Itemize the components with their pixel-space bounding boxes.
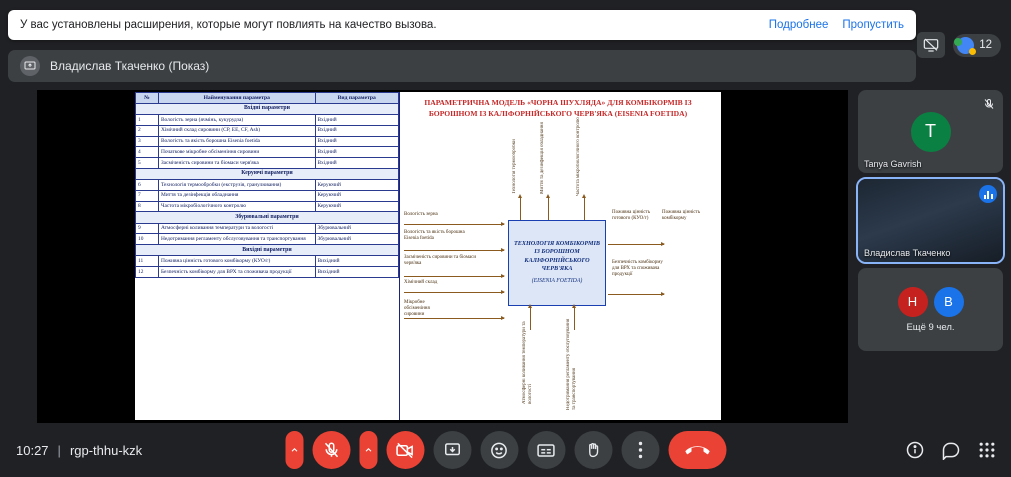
diagram-title: ПАРАМЕТРИЧНА МОДЕЛЬ «ЧОРНА ШУХЛЯДА» ДЛЯ КОМБІКОРМІВ ІЗ БОРОШНОМ ІЗ КАЛІФОРНІЙСЬКОГО ЧЕРВ'ЯКА (EISENIA FOETIDA) <box>424 98 692 118</box>
control-label: Миття та дезінфекція обладнання <box>540 122 545 194</box>
disturbance-arrow <box>530 308 531 330</box>
participants-count: 12 <box>979 39 992 51</box>
speaking-indicator-icon <box>979 185 997 203</box>
reactions-button[interactable] <box>480 431 518 469</box>
input-arrow <box>404 224 504 225</box>
table-row: 11 Поживна цінність готового комбікорму (КУО/г) Вихідний <box>136 256 399 267</box>
control-arrow <box>584 198 585 220</box>
meeting-info <box>16 443 142 458</box>
control-label: Технологія термообробки <box>512 139 517 194</box>
call-controls <box>285 431 726 469</box>
meeting-code[interactable]: rgp-thhu-kzk <box>69 442 143 458</box>
right-panel-controls <box>905 440 997 460</box>
banner-message: У вас установлены расширения, которые могут повлиять на качество вызова. <box>20 19 437 31</box>
camera-options-caret[interactable] <box>359 431 377 469</box>
table-row: 12 Безпечність комбікорму для ВРХ та споживача продукції Вихідний <box>136 267 399 278</box>
present-screen-icon <box>20 56 40 76</box>
diagram-center-box <box>508 220 606 306</box>
table-header-cell: Вид параметра <box>315 93 399 104</box>
table-row: 8 Частота мікробіологічного контролю Керуючий <box>136 201 399 212</box>
banner-details-link[interactable]: Подробнее <box>768 19 829 31</box>
input-arrow <box>404 250 504 251</box>
input-arrow <box>404 292 504 293</box>
table-section-row: Вихідні параметри <box>136 245 399 256</box>
input-label: Вологість зерна <box>404 212 438 217</box>
table-row: 10 Недотримання регламенту обслуговування та транспортування Збурювальний <box>136 234 399 245</box>
input-arrow <box>404 276 504 277</box>
table-row: 1 Вологість зерна (ячмінь, кукурудза) Вхідний <box>136 115 399 126</box>
table-row: 6 Технологія термообробки (екструзія, гранулювання) Керуючий <box>136 180 399 191</box>
top-right-controls <box>917 32 1001 58</box>
activities-button[interactable] <box>977 440 997 460</box>
disturbance-arrow <box>574 308 575 330</box>
table-row: 5 Засміченість сировини та біомаси черв'яка Вхідний <box>136 158 399 169</box>
output-label: Поживна цінність комбікорму <box>662 210 701 221</box>
table-row: 9 Атмосферні коливання температури та вологості Збурювальний <box>136 223 399 234</box>
output-arrow <box>608 244 664 245</box>
more-options-button[interactable] <box>621 431 659 469</box>
present-button[interactable] <box>433 431 471 469</box>
presentation-stage[interactable] <box>37 90 848 423</box>
parameters-table-panel <box>135 92 400 420</box>
participants-column <box>858 90 1003 351</box>
input-label: Засміченість сировини та біомаси черв'яка <box>404 255 477 266</box>
output-label: Безпечність комбікорму для ВРХ та споживача продукції <box>612 260 663 277</box>
screen-share-off-icon[interactable] <box>917 32 945 58</box>
avatar: В <box>934 287 964 317</box>
mic-options-caret[interactable] <box>285 431 303 469</box>
participant-tile[interactable] <box>858 179 1003 262</box>
table-row: 7 Миття та дезінфекція обладнання Керуючий <box>136 190 399 201</box>
raise-hand-button[interactable] <box>574 431 612 469</box>
control-arrow <box>548 198 549 220</box>
table-row: 2 Хімічний склад сировини (СР, ЕЕ, CF, Ash) Вхідний <box>136 125 399 136</box>
avatar: Н <box>898 287 928 317</box>
table-header-cell: № <box>136 93 159 104</box>
control-label: Частота мікробіологічного контролю <box>576 117 581 196</box>
leave-call-button[interactable] <box>668 431 726 469</box>
input-label: Вологість та якість борошна Eisenia foetida <box>404 230 465 241</box>
presenter-label: Владислав Ткаченко (Показ) <box>50 59 210 73</box>
avatar-initial: T <box>925 121 936 141</box>
presenter-bar <box>8 50 916 82</box>
disturbance-label: Атмосферні коливання температури та вологості <box>522 321 533 404</box>
center-box-line2: (EISENIA FOETIDA) <box>531 278 583 285</box>
output-arrow <box>608 294 664 295</box>
more-participants-label: Ещё 9 чел. <box>906 321 955 333</box>
banner-skip-link[interactable]: Пропустить <box>842 19 904 31</box>
input-label: Мікробне обсіменіння сировини <box>404 300 430 317</box>
disturbance-label: Недотримання регламенту обслуговування та транспортування <box>566 318 577 410</box>
participant-name: Владислав Ткаченко <box>864 248 951 258</box>
table-section-row: Вхідні параметри <box>136 103 399 114</box>
output-label: Поживна цінність готового (КУО/г) <box>612 210 651 221</box>
bottom-control-bar <box>0 423 1011 477</box>
table-body <box>136 103 399 277</box>
meeting-details-button[interactable] <box>905 440 925 460</box>
black-box-diagram <box>400 92 721 420</box>
people-icon <box>957 37 974 54</box>
chat-button[interactable] <box>941 440 961 460</box>
parameters-table <box>135 92 399 278</box>
avatar <box>911 112 951 152</box>
table-row: 4 Початкове мікробне обсіменіння сировини Вхідний <box>136 147 399 158</box>
table-header-row <box>136 93 399 104</box>
input-label: Хімічний склад <box>404 280 438 285</box>
mic-off-icon <box>981 96 997 112</box>
participants-pill[interactable] <box>953 34 1001 57</box>
table-header-cell: Найменування параметра <box>158 93 315 104</box>
more-participants-tile[interactable] <box>858 268 1003 351</box>
center-box-line1: ТЕХНОЛОГІЯ КОМБІКОРМІВ ІЗ БОРОШНОМ КАЛІФОРНІЙСЬКОГО ЧЕРВ'ЯКА <box>513 239 601 272</box>
participant-tile[interactable] <box>858 90 1003 173</box>
clock-time: 10:27 <box>16 442 49 458</box>
participant-name: Tanya Gavrish <box>864 159 922 169</box>
captions-button[interactable] <box>527 431 565 469</box>
mic-button[interactable] <box>312 431 350 469</box>
shared-slide <box>135 92 721 420</box>
more-avatars <box>898 287 964 317</box>
table-row: 3 Вологість та якість борошна Eisenia foetida Вхідний <box>136 136 399 147</box>
input-arrow <box>404 318 504 319</box>
control-arrow <box>520 198 521 220</box>
table-section-row: Керуючі параметри <box>136 168 399 179</box>
extension-warning-banner <box>8 10 916 40</box>
camera-button[interactable] <box>386 431 424 469</box>
separator: | <box>57 442 61 458</box>
table-section-row: Збурювальні параметри <box>136 212 399 223</box>
